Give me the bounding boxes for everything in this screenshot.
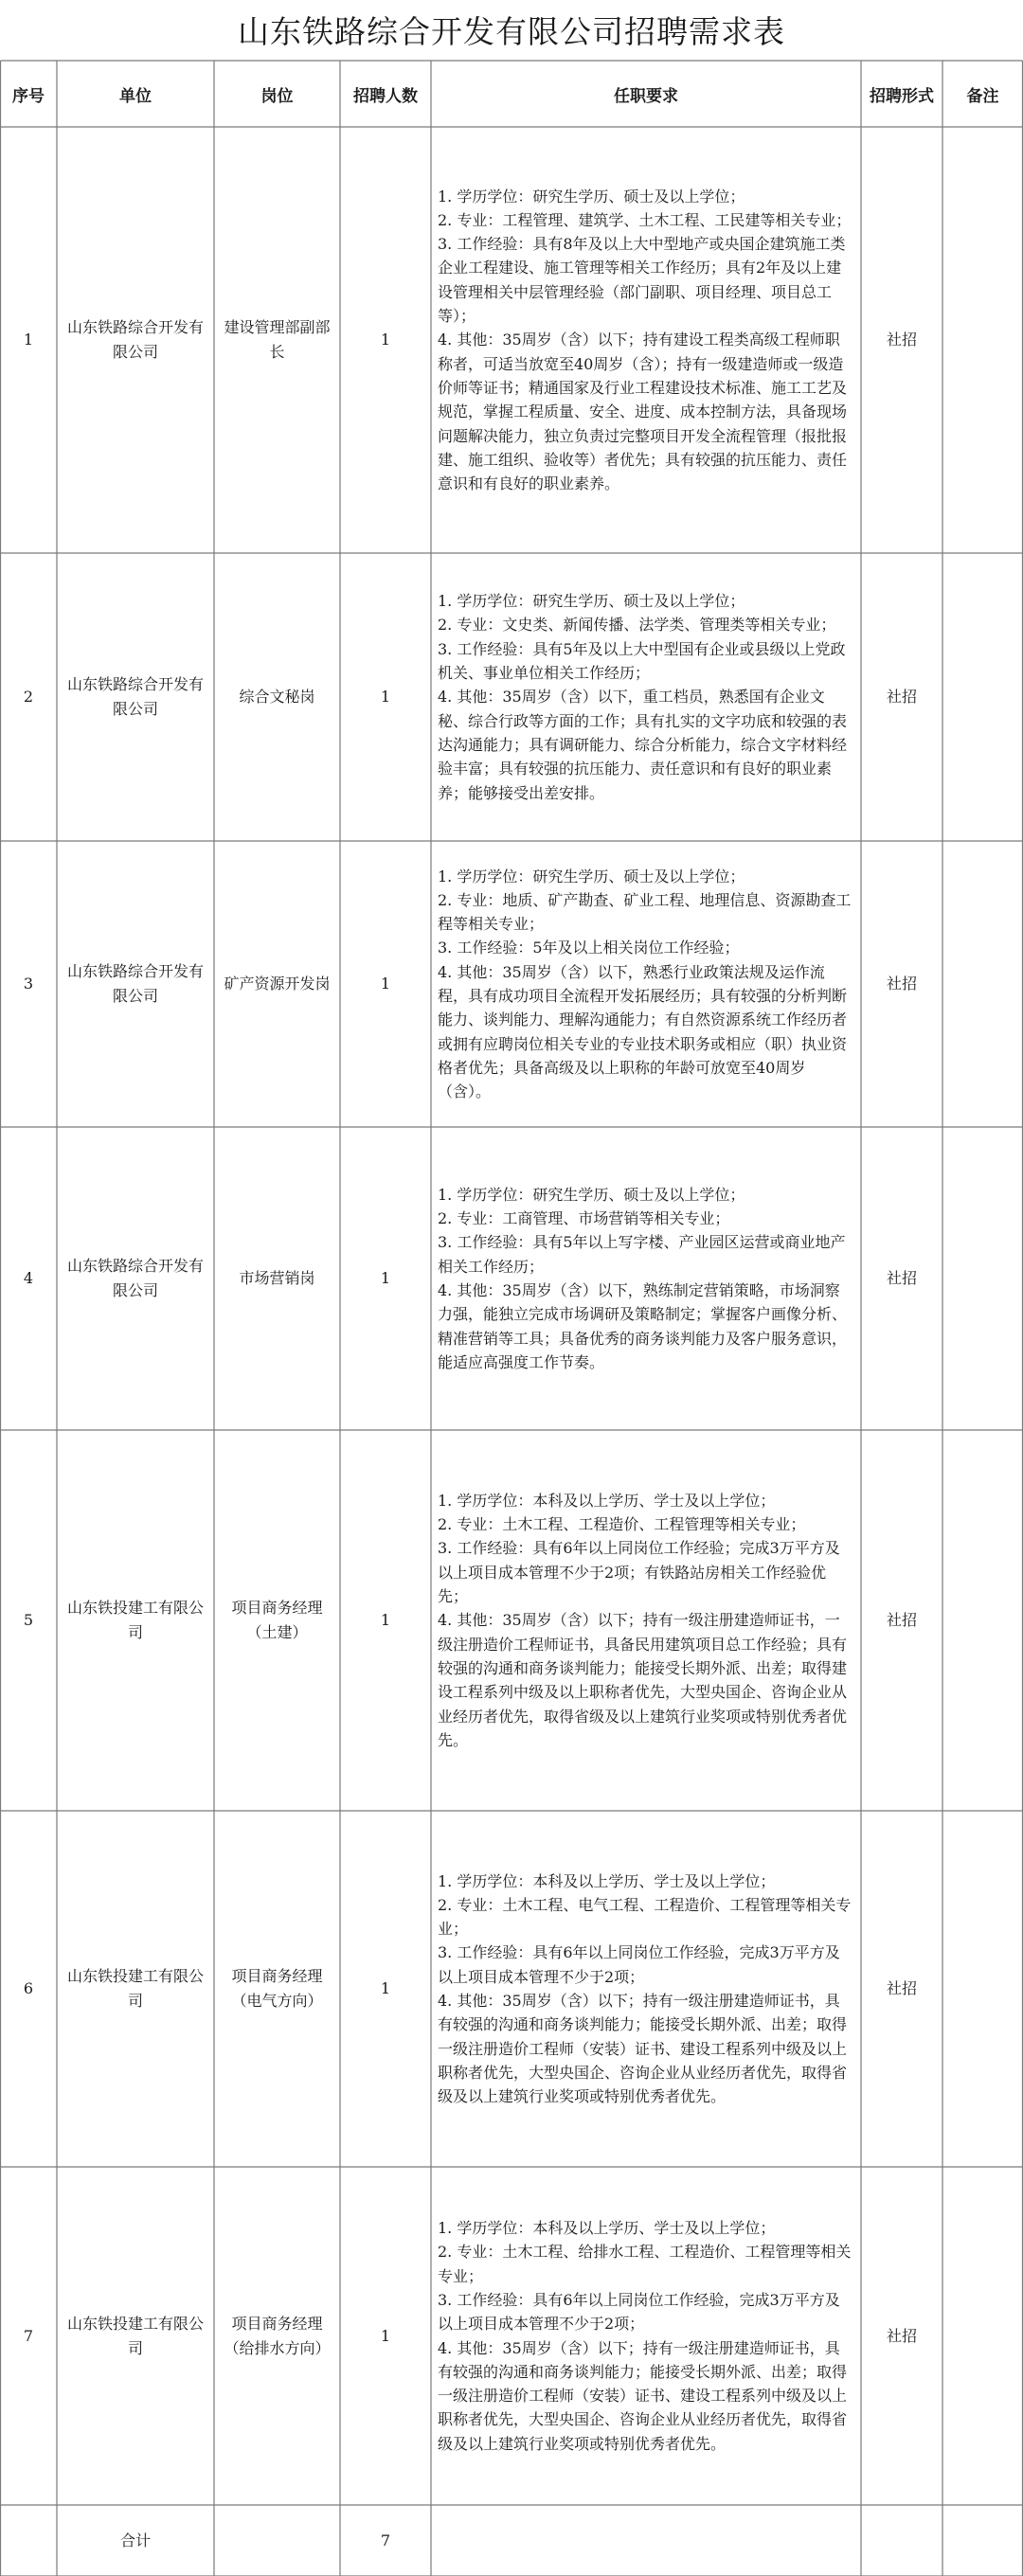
row-requirements bbox=[431, 1430, 861, 1811]
row-no: 5 bbox=[23, 1611, 34, 1629]
requirement-item: 1. 学历学位：本科及以上学历、学士及以上学位； bbox=[438, 2219, 776, 2238]
row-count: 1 bbox=[380, 2326, 391, 2345]
header-form: 招聘形式 bbox=[870, 86, 934, 106]
header-requirements: 任职要求 bbox=[614, 86, 678, 106]
requirement-item: 3. 工作经验：具有8年及以上大中型地产或央国企建筑施工类企业工程建设、施工管理等相关工作经历；具有2年及以上建设管理相关中层管理经验（部门副职、项目经理、项目总工等）； bbox=[438, 235, 846, 326]
requirement-item: 3. 工作经验：具有6年以上同岗位工作经验；完成3万平方及以上项目成本管理不少于2项；有铁路站房相关工作经验优先； bbox=[438, 1539, 840, 1606]
requirement-item: 4. 其他：35周岁（含）以下；持有一级注册建造师证书，具有较强的沟通和商务谈判能力；能接受长期外派、出差；取得一级注册造价工程师（安装）证书、建设工程系列中级及以上职称者优先，大型央国企、咨询企业从业经历者优先，取得省级及以上建筑行业奖项或特别优秀者优先。 bbox=[438, 2338, 848, 2453]
row-note bbox=[942, 841, 1023, 1127]
row-position: 矿产资源开发岗 bbox=[224, 975, 331, 993]
row-requirements bbox=[431, 553, 861, 841]
row-form: 社招 bbox=[886, 331, 917, 349]
row-note bbox=[942, 553, 1023, 841]
row-unit: 山东铁投建工有限公司 bbox=[66, 2314, 204, 2357]
row-note bbox=[942, 127, 1023, 553]
row-position: 项目商务经理（电气方向） bbox=[231, 1967, 323, 2010]
row-form: 社招 bbox=[886, 688, 917, 706]
header-no: 序号 bbox=[12, 86, 45, 106]
requirement-item: 2. 专业：文史类、新闻传播、法学类、管理类等相关专业； bbox=[438, 616, 836, 635]
page-title: 山东铁路综合开发有限公司招聘需求表 bbox=[238, 13, 785, 50]
row-unit: 山东铁投建工有限公司 bbox=[66, 1967, 204, 2010]
row-form: 社招 bbox=[886, 1979, 917, 1997]
requirements-list bbox=[438, 1869, 852, 2109]
header-count: 招聘人数 bbox=[353, 86, 418, 106]
row-form: 社招 bbox=[886, 1611, 917, 1629]
requirement-item: 1. 学历学位：本科及以上学历、学士及以上学位； bbox=[438, 1871, 776, 1890]
row-count: 1 bbox=[380, 688, 391, 706]
row-no: 6 bbox=[23, 1979, 34, 1997]
header-unit: 单位 bbox=[119, 86, 152, 106]
requirement-item: 3. 工作经验：具有6年以上同岗位工作经验，完成3万平方及以上项目成本管理不少于2项； bbox=[438, 2290, 840, 2334]
header-position: 岗位 bbox=[260, 86, 294, 106]
row-form: 社招 bbox=[886, 1269, 917, 1287]
requirements-list bbox=[438, 865, 852, 1104]
row-position: 建设管理部副部长 bbox=[224, 318, 331, 361]
requirement-item: 4. 其他：35周岁（含）以下；持有一级注册建造师证书，具有较强的沟通和商务谈判能力；能接受长期外派、出差；取得一级注册造价工程师（安装）证书、建设工程系列中级及以上职称者优先，大型央国企、咨询企业从业经历者优先，取得省级及以上建筑行业奖项或特别优秀者优先。 bbox=[438, 1992, 848, 2106]
row-unit: 山东铁投建工有限公司 bbox=[66, 1599, 204, 1641]
total-count: 7 bbox=[380, 2531, 391, 2549]
row-requirements bbox=[431, 2167, 861, 2505]
requirement-item: 2. 专业：土木工程、给排水工程、工程造价、工程管理等相关专业； bbox=[438, 2243, 852, 2285]
row-no: 3 bbox=[23, 975, 34, 993]
header-note: 备注 bbox=[966, 86, 999, 106]
requirement-item: 2. 专业：工商管理、市场营销等相关专业； bbox=[438, 1209, 730, 1228]
row-note bbox=[942, 1811, 1023, 2167]
requirement-item: 2. 专业：土木工程、工程造价、工程管理等相关专业； bbox=[438, 1515, 806, 1534]
row-requirements bbox=[431, 841, 861, 1127]
requirements-list bbox=[438, 589, 852, 805]
requirements-list bbox=[438, 185, 852, 496]
row-count: 1 bbox=[380, 1269, 391, 1287]
row-position: 项目商务经理（土建） bbox=[231, 1599, 323, 1641]
requirement-item: 3. 工作经验：具有6年以上同岗位工作经验，完成3万平方及以上项目成本管理不少于2项； bbox=[438, 1943, 840, 1986]
row-requirements bbox=[431, 1127, 861, 1430]
row-position: 综合文秘岗 bbox=[239, 688, 315, 706]
requirement-item: 1. 学历学位：研究生学历、硕士及以上学位； bbox=[438, 187, 745, 206]
row-unit: 山东铁路综合开发有限公司 bbox=[66, 675, 204, 718]
requirement-item: 1. 学历学位：研究生学历、硕士及以上学位； bbox=[438, 592, 745, 611]
requirements-list bbox=[438, 1489, 852, 1752]
requirement-item: 3. 工作经验：具有5年以上写字楼、产业园区运营或商业地产相关工作经历； bbox=[438, 1233, 846, 1276]
row-requirements bbox=[431, 127, 861, 553]
requirements-list bbox=[438, 1183, 852, 1374]
row-position: 项目商务经理（给排水方向） bbox=[224, 2314, 331, 2357]
row-form: 社招 bbox=[886, 975, 917, 993]
row-form: 社招 bbox=[886, 2326, 917, 2345]
row-no: 4 bbox=[23, 1269, 34, 1287]
row-note bbox=[942, 2167, 1023, 2505]
row-no: 7 bbox=[23, 2326, 34, 2345]
requirement-item: 1. 学历学位：本科及以上学历、学士及以上学位； bbox=[438, 1491, 776, 1510]
requirement-item: 4. 其他：35周岁（含）以下，熟练制定营销策略，市场洞察力强，能独立完成市场调研及策略制定；掌握客户画像分析、精准营销等工具；具备优秀的商务谈判能力及客户服务意识，能适应高强度工作节奏。 bbox=[438, 1281, 848, 1371]
row-note bbox=[942, 1127, 1023, 1430]
requirement-item: 2. 专业：地质、矿产勘查、矿业工程、地理信息、资源勘查工程等相关专业； bbox=[438, 890, 852, 934]
requirement-item: 1. 学历学位：研究生学历、硕士及以上学位； bbox=[438, 867, 745, 886]
row-count: 1 bbox=[380, 1979, 391, 1997]
row-count: 1 bbox=[380, 331, 391, 349]
requirement-item: 4. 其他：35周岁（含）以下；持有一级注册建造师证书，一级注册造价工程师证书，具备民用建筑项目总工作经验；具有较强的沟通和商务谈判能力；能接受长期外派、出差；取得建设工程系列中级及以上职称者优先，大型央国企、咨询企业从业经历者优先，取得省级及以上建筑行业奖项或特别优秀者优先。 bbox=[438, 1611, 848, 1749]
requirement-item: 4. 其他：35周岁（含）以下，重工档员，熟悉国有企业文秘、综合行政等方面的工作；具有扎实的文字功底和较强的表达沟通能力；具有调研能力、综合分析能力，综合文字材料经验丰富；具有较强的抗压能力、责任意识和有良好的职业素养；能够接受出差安排。 bbox=[438, 688, 848, 802]
row-unit: 山东铁路综合开发有限公司 bbox=[66, 962, 204, 1005]
row-no: 1 bbox=[23, 331, 34, 349]
requirement-item: 2. 专业：工程管理、建筑学、土木工程、工民建等相关专业； bbox=[438, 210, 852, 229]
row-unit: 山东铁路综合开发有限公司 bbox=[66, 1257, 204, 1299]
row-count: 1 bbox=[380, 1611, 391, 1629]
row-count: 1 bbox=[380, 975, 391, 993]
requirement-item: 1. 学历学位：研究生学历、硕士及以上学位； bbox=[438, 1185, 745, 1204]
row-note bbox=[942, 1430, 1023, 1811]
requirement-item: 2. 专业：土木工程、电气工程、工程造价、工程管理等相关专业； bbox=[438, 1895, 852, 1939]
row-position: 市场营销岗 bbox=[239, 1269, 315, 1287]
row-requirements bbox=[431, 1811, 861, 2167]
row-no: 2 bbox=[23, 688, 34, 706]
requirement-item: 4. 其他：35周岁（含）以下；持有建设工程类高级工程师职称者，可适当放宽至40周岁（含）；持有一级建造师或一级造价师等证书；精通国家及行业工程建设技术标准、施工工艺及规范，掌握工程质量、安全、进度、成本控制方法，具备现场问题解决能力，独立负责过完整项目开发全流程管理（报批报建、施工组织、验收等）者优先；具有较强的抗压能力、责任意识和有良好的职业素养。 bbox=[438, 331, 848, 493]
total-label: 合计 bbox=[119, 2531, 151, 2549]
requirements-list bbox=[438, 2216, 852, 2456]
requirement-item: 3. 工作经验：具有5年及以上大中型国有企业或县级以上党政机关、事业单位相关工作经历； bbox=[438, 639, 846, 683]
requirement-item: 3. 工作经验：5年及以上相关岗位工作经验； bbox=[438, 939, 740, 957]
row-unit: 山东铁路综合开发有限公司 bbox=[66, 318, 204, 361]
requirement-item: 4. 其他：35周岁（含）以下，熟悉行业政策法规及运作流程，具有成功项目全流程开发拓展经历；具有较强的分析判断能力、谈判能力、理解沟通能力；有自然资源系统工作经历者或拥有应聘岗位相关专业的专业技术职务或相应（职）执业资格者优先；具备高级及以上职称的年龄可放宽至40周岁（含）。 bbox=[438, 962, 848, 1101]
